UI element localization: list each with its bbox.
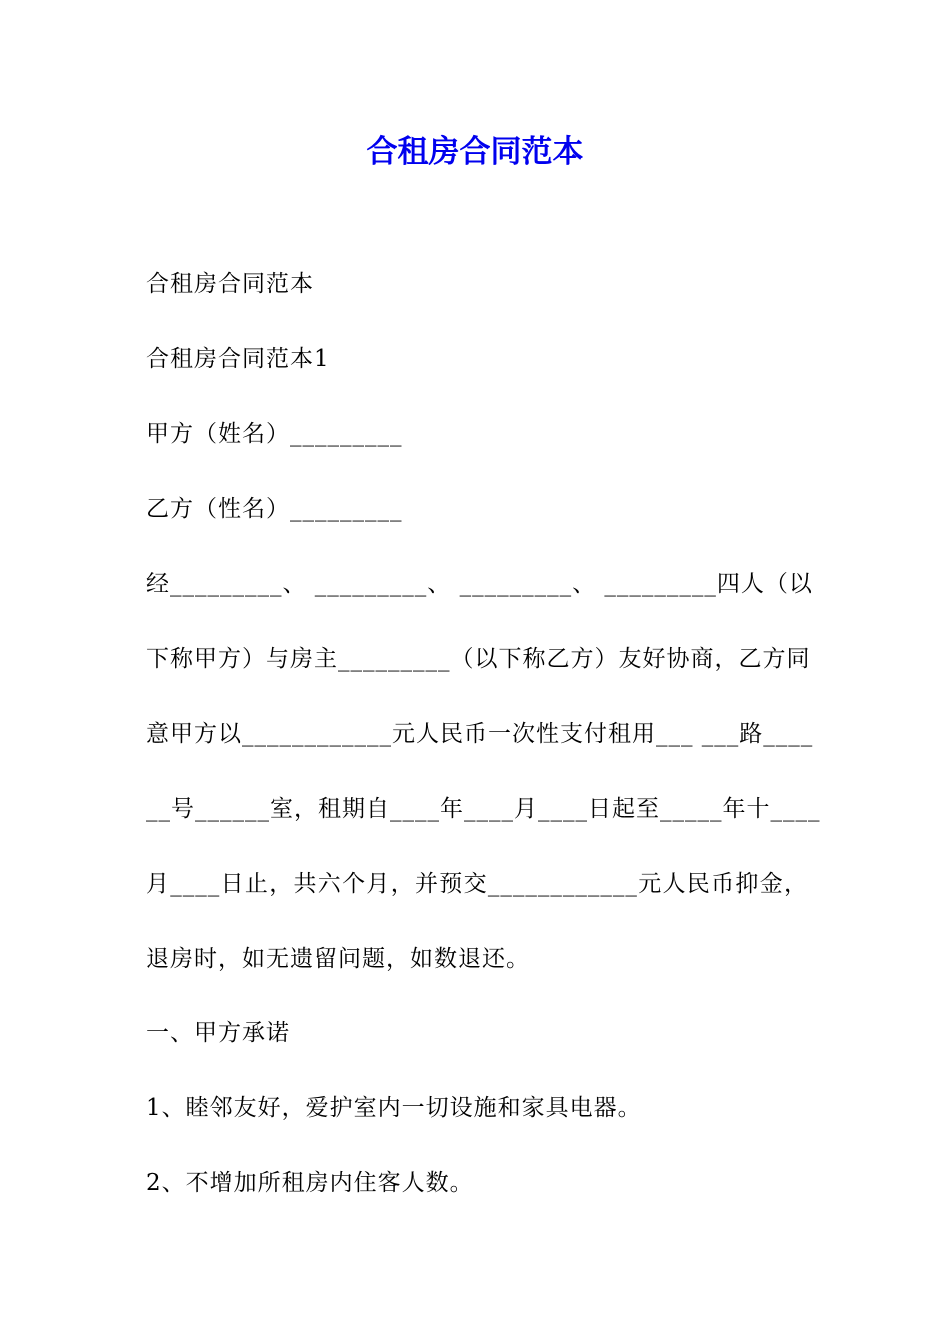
paragraph-body-line: 经_________、 _________、 _________、 _________四人（以 [146, 571, 813, 597]
paragraph-body-line: 退房时，如无遗留问题，如数退还。 [146, 946, 530, 972]
document-title: 合租房合同范本 [366, 134, 584, 170]
paragraph-body-line: __号______室，租期自____年____月____日起至_____年十____ [146, 796, 821, 822]
list-item: 1、睦邻友好，爱护室内一切设施和家具电器。 [146, 1095, 642, 1121]
paragraph-party-a: 甲方（姓名）_________ [146, 421, 403, 447]
section-heading: 一、甲方承诺 [146, 1020, 290, 1046]
paragraph-party-b: 乙方（性名）_________ [146, 496, 403, 522]
paragraph-body-line: 下称甲方）与房主_________（以下称乙方）友好协商，乙方同 [146, 646, 811, 672]
list-item: 2、不增加所租房内住客人数。 [146, 1170, 474, 1196]
paragraph-body-line: 月____日止，共六个月，并预交____________元人民币抑金， [146, 871, 808, 897]
paragraph-subheading: 合租房合同范本1 [146, 346, 330, 372]
paragraph-heading: 合租房合同范本 [146, 271, 314, 297]
paragraph-body-line: 意甲方以____________元人民币一次性支付租用___ ___路____ [146, 721, 814, 747]
